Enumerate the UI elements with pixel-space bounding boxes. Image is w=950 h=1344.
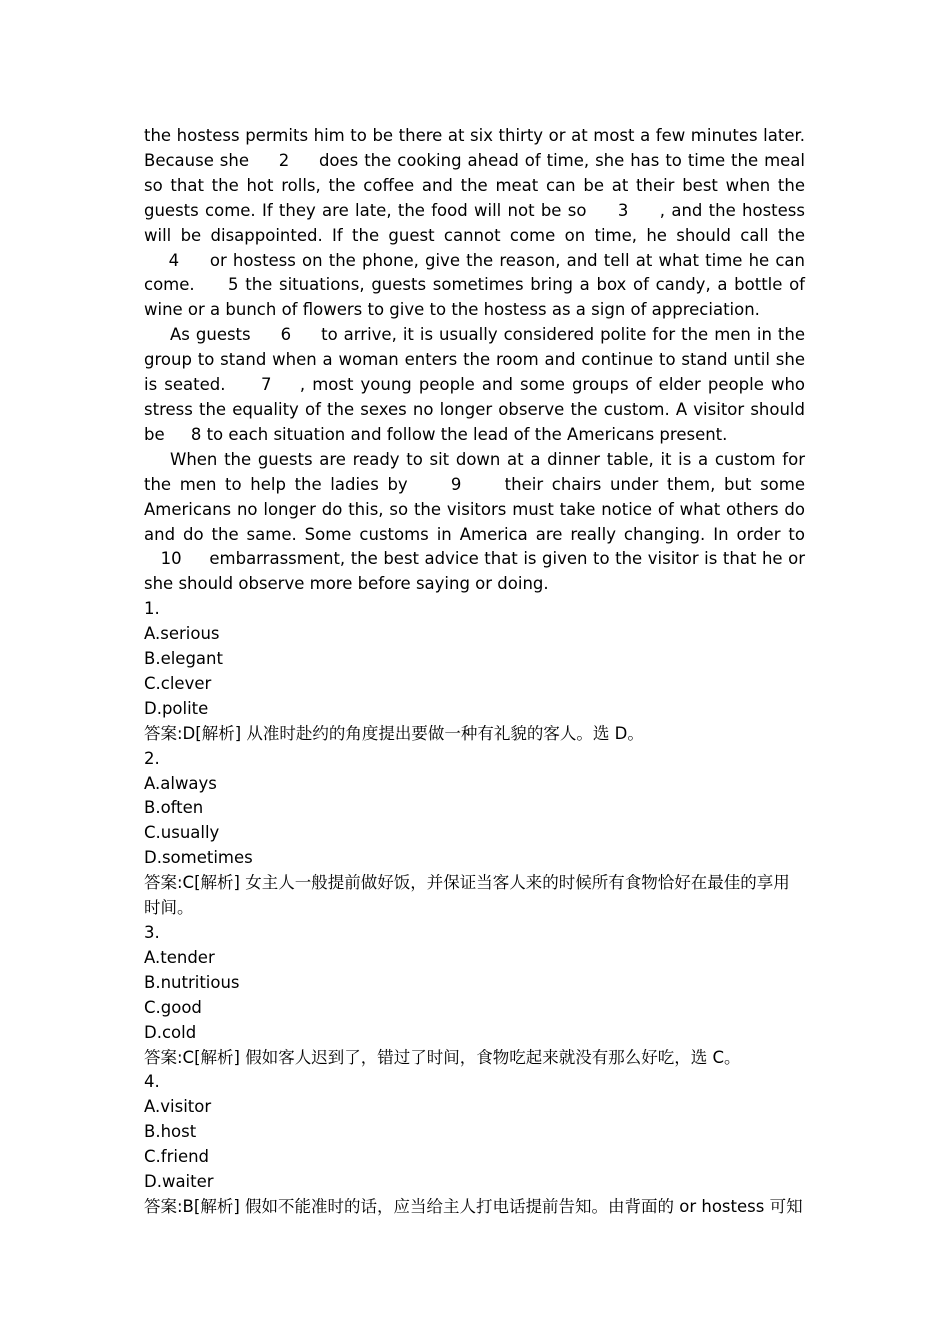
question-number: 3. (144, 923, 160, 942)
passage (144, 124, 805, 597)
option-a: A.always (144, 773, 217, 793)
option-b: B.elegant (144, 649, 223, 669)
option-b: B.nutritious (144, 972, 240, 992)
question-3 (144, 921, 805, 1070)
question-number: 4. (144, 1072, 160, 1092)
passage-paragraph-2: As guests 6 to arrive, it is usually considered polite for the men in the group to stand when a woman enters the room and continue to stand until she is seated. 7 , most young people and some groups of elder people who stress the equality of the sexes no longer observe the custom. A visitor should be 8 to each situation and follow the lead of the Americans present. (144, 325, 805, 444)
answer-explanation-continued: 时间。 (144, 898, 194, 918)
option-a: A.tender (144, 947, 215, 967)
question-number: 1. (144, 599, 160, 619)
option-d: D.waiter (144, 1172, 214, 1192)
option-c: C.good (144, 997, 202, 1017)
question-4 (144, 1070, 805, 1219)
answer-explanation: 答案:C[解析] 女主人一般提前做好饭，并保证当客人来的时候所有食物恰好在最佳的享用 (144, 873, 790, 893)
answer-explanation: 答案:C[解析] 假如客人迟到了，错过了时间，食物吃起来就没有那么好吃，选 C。 (144, 1047, 741, 1067)
option-d: D.cold (144, 1022, 197, 1042)
option-a: A.serious (144, 624, 220, 644)
answer-explanation: 答案:D[解析] 从准时赴约的角度提出要做一种有礼貌的客人。选 D。 (144, 723, 644, 743)
answer-explanation: 答案:B[解析] 假如不能准时的话，应当给主人打电话提前告知。由背面的 or hostess 可知 (144, 1196, 803, 1216)
option-c: C.usually (144, 823, 220, 843)
option-d: D.polite (144, 698, 209, 718)
option-b: B.often (144, 798, 204, 818)
option-b: B.host (144, 1122, 197, 1142)
option-d: D.sometimes (144, 848, 253, 868)
question-number: 2. (144, 748, 160, 768)
option-c: C.clever (144, 673, 212, 693)
option-c: C.friend (144, 1147, 210, 1167)
question-2 (144, 747, 805, 921)
document-page (144, 124, 805, 1220)
passage-paragraph-1: the hostess permits him to be there at six thirty or at most a few minutes later. Because she 2 does the cooking ahead of time, she has to time the meal so that the hot rolls, the coffee and the meat can be at their best when the guests come. If they are late, the food will not be so 3 , and the hostess will be disappointed. If the guest cannot come on time, he should call the 4 or hostess on the phone, give the reason, and tell at what time he can come. 5 the situations, guests sometimes bring a box of candy, a bottle of wine or a bunch of flowers to give to the hostess as a sign of appreciation. (144, 126, 805, 320)
option-a: A.visitor (144, 1097, 212, 1117)
passage-paragraph-3: When the guests are ready to sit down at a dinner table, it is a custom for the men to help the ladies by 9 their chairs under them, but some Americans no longer do this, so the visitors must take notice of what others do and do the same. Some customs in America are really changing. In order to 10 embarrassment, the best advice that is given to the visitor is that he or she should observe more before saying or doing. (144, 449, 805, 594)
question-1 (144, 597, 805, 746)
